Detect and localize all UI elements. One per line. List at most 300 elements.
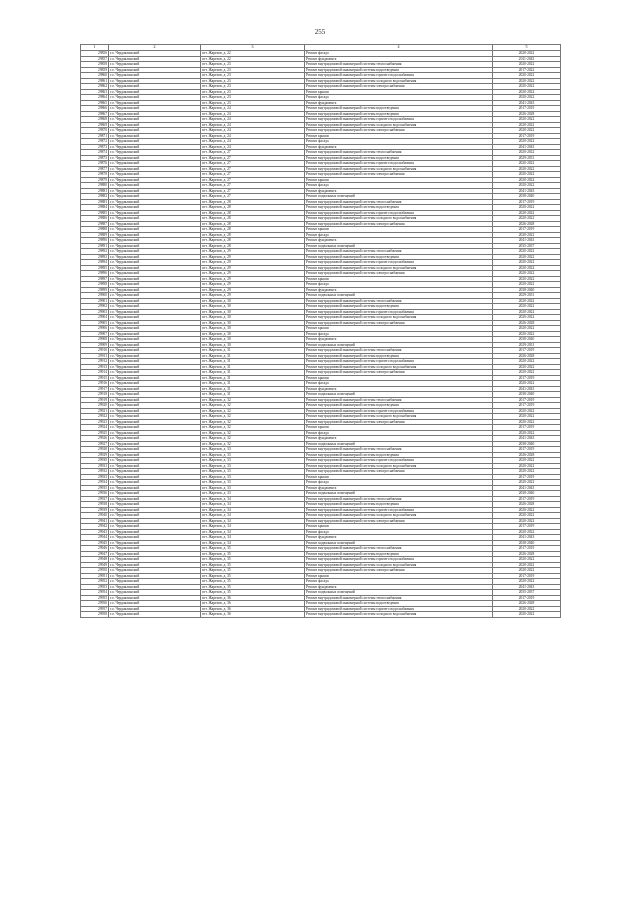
cell-municipality: г.о. Чердаклинский (109, 287, 201, 293)
cell-row-number: 29887 (81, 221, 109, 227)
cell-address: пгт. Жарехов, д. 35 (201, 584, 305, 590)
cell-work-type: Ремонт подвальных помещений (305, 441, 493, 447)
header-cell-row-number: 1 (81, 45, 109, 51)
cell-municipality: г.о. Чердаклинский (109, 243, 201, 249)
cell-work-type: Ремонт крыши (305, 177, 493, 183)
cell-municipality: г.о. Чердаклинский (109, 540, 201, 546)
cell-row-number: 29929 (81, 452, 109, 458)
cell-address: пгт. Жарехов, д. 34 (201, 518, 305, 524)
cell-work-type: Ремонт крыши (305, 89, 493, 95)
cell-municipality: г.о. Чердаклинский (109, 463, 201, 469)
cell-work-type: Ремонт внутридомовой инженерной системы водоотведения (305, 111, 493, 117)
cell-address: пгт. Жарехов, д. 35 (201, 568, 305, 574)
cell-address: пгт. Жарехов, д. 28 (201, 238, 305, 244)
cell-period: 2020-2022 (493, 84, 561, 90)
cell-address: пгт. Жарехов, д. 32 (201, 408, 305, 414)
cell-row-number: 29953 (81, 584, 109, 590)
cell-address: пгт. Жарехов, д. 27 (201, 183, 305, 189)
cell-row-number: 29956 (81, 601, 109, 607)
cell-address: пгт. Жарехов, д. 29 (201, 276, 305, 282)
cell-period: 2017-2019 (493, 403, 561, 409)
cell-work-type: Ремонт внутридомовой инженерной системы электроснабжения (305, 84, 493, 90)
cell-address: пгт. Жарехов, д. 23 (201, 67, 305, 73)
cell-work-type: Ремонт подвальных помещений (305, 194, 493, 200)
cell-municipality: г.о. Чердаклинский (109, 315, 201, 321)
cell-period: 2017-2019 (493, 106, 561, 112)
cell-work-type: Ремонт внутридомовой инженерной системы водоотведения (305, 551, 493, 557)
cell-address: пгт. Жарехов, д. 34 (201, 540, 305, 546)
cell-period: 2026-2028 (493, 221, 561, 227)
cell-address: пгт. Жарехов, д. 27 (201, 172, 305, 178)
cell-work-type: Ремонт фасада (305, 430, 493, 436)
cell-period: 2041-2043 (493, 584, 561, 590)
cell-row-number: 29922 (81, 414, 109, 420)
cell-work-type: Ремонт крыши (305, 425, 493, 431)
cell-row-number: 29919 (81, 397, 109, 403)
cell-work-type: Ремонт внутридомовой инженерной системы горячего водоснабжения (305, 161, 493, 167)
cell-address: пгт. Жарехов, д. 36 (201, 612, 305, 618)
cell-row-number: 29909 (81, 342, 109, 348)
cell-work-type: Ремонт внутридомовой инженерной системы горячего водоснабжения (305, 309, 493, 315)
cell-work-type: Ремонт фундамента (305, 337, 493, 343)
cell-period: 2020-2022 (493, 128, 561, 134)
cell-period: 2020-2022 (493, 606, 561, 612)
cell-period: 2026-2028 (493, 111, 561, 117)
cell-period: 2017-2019 (493, 133, 561, 139)
cell-municipality: г.о. Чердаклинский (109, 436, 201, 442)
cell-work-type: Ремонт внутридомовой инженерной системы водоотведения (305, 403, 493, 409)
cell-row-number: 29870 (81, 128, 109, 134)
cell-period: 2041-2043 (493, 386, 561, 392)
cell-row-number: 29936 (81, 491, 109, 497)
cell-work-type: Ремонт внутридомовой инженерной системы холодного водоснабжения (305, 463, 493, 469)
cell-period: 2020-2022 (493, 326, 561, 332)
cell-municipality: г.о. Чердаклинский (109, 210, 201, 216)
cell-period: 2026-2028 (493, 551, 561, 557)
cell-period: 2020-2022 (493, 480, 561, 486)
cell-period: 2017-2019 (493, 199, 561, 205)
cell-period: 2020-2022 (493, 254, 561, 260)
cell-work-type: Ремонт фасада (305, 282, 493, 288)
cell-work-type: Ремонт внутридомовой инженерной системы горячего водоснабжения (305, 260, 493, 266)
cell-row-number: 29943 (81, 529, 109, 535)
cell-row-number: 29932 (81, 469, 109, 475)
cell-row-number: 29884 (81, 205, 109, 211)
cell-municipality: г.о. Чердаклинский (109, 238, 201, 244)
cell-period: 2029-2031 (493, 155, 561, 161)
cell-row-number: 29935 (81, 485, 109, 491)
cell-address: пгт. Жарехов, д. 32 (201, 441, 305, 447)
cell-address: пгт. Жарехов, д. 30 (201, 304, 305, 310)
cell-municipality: г.о. Чердаклинский (109, 568, 201, 574)
cell-period: 2020-2022 (493, 579, 561, 585)
cell-address: пгт. Жарехов, д. 30 (201, 337, 305, 343)
cell-municipality: г.о. Чердаклинский (109, 359, 201, 365)
cell-address: пгт. Жарехов, д. 28 (201, 227, 305, 233)
cell-address: пгт. Жарехов, д. 32 (201, 397, 305, 403)
cell-municipality: г.о. Чердаклинский (109, 320, 201, 326)
cell-address: пгт. Жарехов, д. 28 (201, 232, 305, 238)
cell-work-type: Ремонт внутридомовой инженерной системы теплоснабжения (305, 298, 493, 304)
cell-municipality: г.о. Чердаклинский (109, 447, 201, 453)
cell-address: пгт. Жарехов, д. 30 (201, 320, 305, 326)
cell-period: 2020-2022 (493, 469, 561, 475)
cell-work-type: Ремонт внутридомовой инженерной системы водоотведения (305, 254, 493, 260)
cell-row-number: 29906 (81, 326, 109, 332)
cell-address: пгт. Жарехов, д. 31 (201, 381, 305, 387)
cell-municipality: г.о. Чердаклинский (109, 205, 201, 211)
cell-municipality: г.о. Чердаклинский (109, 441, 201, 447)
cell-work-type: Ремонт внутридомовой инженерной системы холодного водоснабжения (305, 612, 493, 618)
cell-municipality: г.о. Чердаклинский (109, 584, 201, 590)
cell-municipality: г.о. Чердаклинский (109, 260, 201, 266)
cell-row-number: 29934 (81, 480, 109, 486)
cell-row-number: 29891 (81, 243, 109, 249)
cell-work-type: Ремонт внутридомовой инженерной системы холодного водоснабжения (305, 562, 493, 568)
cell-period: 2035-2037 (493, 590, 561, 596)
cell-period: 2041-2043 (493, 535, 561, 541)
cell-work-type: Ремонт фундамента (305, 56, 493, 62)
cell-row-number: 29866 (81, 106, 109, 112)
cell-municipality: г.о. Чердаклинский (109, 95, 201, 101)
cell-work-type: Ремонт фундамента (305, 485, 493, 491)
cell-municipality: г.о. Чердаклинский (109, 249, 201, 255)
cell-work-type: Ремонт фундамента (305, 188, 493, 194)
cell-municipality: г.о. Чердаклинский (109, 590, 201, 596)
cell-address: пгт. Жарехов, д. 31 (201, 348, 305, 354)
cell-period: 2020-2022 (493, 315, 561, 321)
header-cell-period: 5 (493, 45, 561, 51)
cell-address: пгт. Жарехов, д. 30 (201, 342, 305, 348)
cell-municipality: г.о. Чердаклинский (109, 172, 201, 178)
cell-municipality: г.о. Чердаклинский (109, 331, 201, 337)
cell-row-number: 29955 (81, 595, 109, 601)
cell-row-number: 29940 (81, 513, 109, 519)
cell-municipality: г.о. Чердаклинский (109, 293, 201, 299)
cell-row-number: 29895 (81, 265, 109, 271)
cell-work-type: Ремонт фундамента (305, 436, 493, 442)
cell-work-type: Ремонт внутридомовой инженерной системы водоотведения (305, 106, 493, 112)
cell-address: пгт. Жарехов, д. 34 (201, 529, 305, 535)
cell-address: пгт. Жарехов, д. 28 (201, 199, 305, 205)
cell-municipality: г.о. Чердаклинский (109, 529, 201, 535)
cell-address: пгт. Жарехов, д. 27 (201, 166, 305, 172)
cell-municipality: г.о. Чердаклинский (109, 326, 201, 332)
cell-period: 2020-2022 (493, 89, 561, 95)
cell-row-number: 29856 (81, 51, 109, 57)
cell-period: 2020-2022 (493, 513, 561, 519)
cell-row-number: 29896 (81, 271, 109, 277)
cell-row-number: 29897 (81, 276, 109, 282)
cell-municipality: г.о. Чердаклинский (109, 232, 201, 238)
cell-period: 2038-2040 (493, 392, 561, 398)
header-cell-work-type: 4 (305, 45, 493, 51)
cell-municipality: г.о. Чердаклинский (109, 161, 201, 167)
cell-row-number: 29928 (81, 447, 109, 453)
cell-work-type: Ремонт подвальных помещений (305, 392, 493, 398)
cell-work-type: Ремонт внутридомовой инженерной системы теплоснабжения (305, 595, 493, 601)
cell-period: 2020-2022 (493, 568, 561, 574)
cell-address: пгт. Жарехов, д. 33 (201, 474, 305, 480)
cell-work-type: Ремонт подвальных помещений (305, 293, 493, 299)
cell-municipality: г.о. Чердаклинский (109, 408, 201, 414)
cell-municipality: г.о. Чердаклинский (109, 56, 201, 62)
cell-work-type: Ремонт крыши (305, 375, 493, 381)
cell-row-number: 29924 (81, 425, 109, 431)
cell-address: пгт. Жарехов, д. 28 (201, 205, 305, 211)
cell-address: пгт. Жарехов, д. 29 (201, 271, 305, 277)
cell-municipality: г.о. Чердаклинский (109, 139, 201, 145)
cell-address: пгт. Жарехов, д. 29 (201, 287, 305, 293)
cell-municipality: г.о. Чердаклинский (109, 155, 201, 161)
cell-municipality: г.о. Чердаклинский (109, 491, 201, 497)
cell-work-type: Ремонт фасада (305, 139, 493, 145)
cell-municipality: г.о. Чердаклинский (109, 375, 201, 381)
cell-address: пгт. Жарехов, д. 24 (201, 111, 305, 117)
cell-period: 2017-2019 (493, 573, 561, 579)
cell-work-type: Ремонт фундамента (305, 100, 493, 106)
cell-period: 2038-2040 (493, 337, 561, 343)
cell-row-number: 29923 (81, 419, 109, 425)
cell-row-number: 29867 (81, 111, 109, 117)
cell-municipality: г.о. Чердаклинский (109, 485, 201, 491)
cell-work-type: Ремонт внутридомовой инженерной системы теплоснабжения (305, 348, 493, 354)
cell-municipality: г.о. Чердаклинский (109, 452, 201, 458)
cell-work-type: Ремонт внутридомовой инженерной системы горячего водоснабжения (305, 458, 493, 464)
cell-address: пгт. Жарехов, д. 33 (201, 447, 305, 453)
cell-row-number: 29918 (81, 392, 109, 398)
cell-work-type: Ремонт внутридомовой инженерной системы электроснабжения (305, 469, 493, 475)
cell-work-type: Ремонт внутридомовой инженерной системы водоотведения (305, 353, 493, 359)
cell-municipality: г.о. Чердаклинский (109, 227, 201, 233)
cell-period: 2017-2019 (493, 496, 561, 502)
cell-work-type: Ремонт фундамента (305, 144, 493, 150)
cell-period: 2020-2022 (493, 271, 561, 277)
cell-work-type: Ремонт внутридомовой инженерной системы холодного водоснабжения (305, 122, 493, 128)
cell-address: пгт. Жарехов, д. 29 (201, 265, 305, 271)
cell-municipality: г.о. Чердаклинский (109, 403, 201, 409)
cell-municipality: г.о. Чердаклинский (109, 62, 201, 68)
cell-row-number: 29913 (81, 364, 109, 370)
cell-period: 2017-2019 (493, 524, 561, 530)
cell-work-type: Ремонт внутридомовой инженерной системы теплоснабжения (305, 150, 493, 156)
cell-row-number: 29938 (81, 502, 109, 508)
cell-work-type: Ремонт фундамента (305, 287, 493, 293)
cell-address: пгт. Жарехов, д. 31 (201, 386, 305, 392)
cell-municipality: г.о. Чердаклинский (109, 199, 201, 205)
cell-period: 2041-2043 (493, 485, 561, 491)
page-number: 255 (314, 28, 326, 36)
cell-period: 2020-2022 (493, 78, 561, 84)
cell-period: 2017-2019 (493, 546, 561, 552)
cell-row-number: 29882 (81, 194, 109, 200)
cell-row-number: 29942 (81, 524, 109, 530)
cell-municipality: г.о. Чердаклинский (109, 282, 201, 288)
cell-period: 2038-2040 (493, 194, 561, 200)
cell-municipality: г.о. Чердаклинский (109, 128, 201, 134)
cell-row-number: 29905 (81, 320, 109, 326)
cell-period: 2020-2022 (493, 73, 561, 79)
cell-period: 2020-2022 (493, 183, 561, 189)
cell-address: пгт. Жарехов, д. 35 (201, 546, 305, 552)
header-cell-municipality: 2 (109, 45, 201, 51)
cell-row-number: 29899 (81, 287, 109, 293)
cell-period: 2035-2037 (493, 243, 561, 249)
cell-work-type: Ремонт внутридомовой инженерной системы электроснабжения (305, 221, 493, 227)
cell-row-number: 29872 (81, 139, 109, 145)
cell-work-type: Ремонт крыши (305, 326, 493, 332)
cell-work-type: Ремонт внутридомовой инженерной системы горячего водоснабжения (305, 606, 493, 612)
cell-period: 2020-2022 (493, 458, 561, 464)
cell-municipality: г.о. Чердаклинский (109, 265, 201, 271)
cell-row-number: 29920 (81, 403, 109, 409)
cell-municipality: г.о. Чердаклинский (109, 397, 201, 403)
cell-period: 2020-2022 (493, 298, 561, 304)
cell-row-number: 29910 (81, 348, 109, 354)
cell-address: пгт. Жарехов, д. 33 (201, 469, 305, 475)
cell-address: пгт. Жарехов, д. 27 (201, 161, 305, 167)
cell-address: пгт. Жарехов, д. 28 (201, 216, 305, 222)
cell-municipality: г.о. Чердаклинский (109, 612, 201, 618)
cell-municipality: г.о. Чердаклинский (109, 271, 201, 277)
cell-period: 2020-2022 (493, 282, 561, 288)
cell-municipality: г.о. Чердаклинский (109, 221, 201, 227)
cell-address: пгт. Жарехов, д. 33 (201, 480, 305, 486)
cell-address: пгт. Жарехов, д. 32 (201, 430, 305, 436)
cell-address: пгт. Жарехов, д. 29 (201, 260, 305, 266)
cell-work-type: Ремонт внутридомовой инженерной системы водоотведения (305, 601, 493, 607)
cell-period: 2017-2019 (493, 447, 561, 453)
cell-address: пгт. Жарехов, д. 23 (201, 95, 305, 101)
cell-period: 2020-2022 (493, 166, 561, 172)
cell-row-number: 29911 (81, 353, 109, 359)
cell-row-number: 29864 (81, 95, 109, 101)
cell-period: 2020-2022 (493, 249, 561, 255)
cell-address: пгт. Жарехов, д. 27 (201, 177, 305, 183)
cell-row-number: 29925 (81, 430, 109, 436)
cell-municipality: г.о. Чердаклинский (109, 458, 201, 464)
cell-work-type: Ремонт крыши (305, 474, 493, 480)
cell-work-type: Ремонт фасада (305, 232, 493, 238)
cell-address: пгт. Жарехов, д. 28 (201, 221, 305, 227)
cell-row-number: 29948 (81, 557, 109, 563)
cell-address: пгт. Жарехов, д. 30 (201, 326, 305, 332)
cell-work-type: Ремонт крыши (305, 573, 493, 579)
cell-row-number: 29861 (81, 78, 109, 84)
cell-period: 2020-2022 (493, 364, 561, 370)
cell-work-type: Ремонт внутридомовой инженерной системы холодного водоснабжения (305, 78, 493, 84)
cell-row-number: 29954 (81, 590, 109, 596)
cell-period: 2017-2019 (493, 474, 561, 480)
cell-work-type: Ремонт внутридомовой инженерной системы горячего водоснабжения (305, 73, 493, 79)
cell-address: пгт. Жарехов, д. 29 (201, 282, 305, 288)
cell-period: 2038-2040 (493, 540, 561, 546)
cell-period: 2020-2022 (493, 518, 561, 524)
cell-work-type: Ремонт внутридомовой инженерной системы электроснабжения (305, 568, 493, 574)
cell-address: пгт. Жарехов, д. 29 (201, 249, 305, 255)
cell-work-type: Ремонт фасада (305, 95, 493, 101)
cell-work-type: Ремонт внутридомовой инженерной системы электроснабжения (305, 172, 493, 178)
cell-municipality: г.о. Чердаклинский (109, 194, 201, 200)
cell-work-type: Ремонт фасада (305, 480, 493, 486)
cell-municipality: г.о. Чердаклинский (109, 606, 201, 612)
cell-work-type: Ремонт внутридомовой инженерной системы холодного водоснабжения (305, 166, 493, 172)
cell-row-number: 29871 (81, 133, 109, 139)
cell-row-number: 29883 (81, 199, 109, 205)
cell-address: пгт. Жарехов, д. 35 (201, 562, 305, 568)
cell-address: пгт. Жарехов, д. 23 (201, 100, 305, 106)
cell-row-number: 29933 (81, 474, 109, 480)
cell-row-number: 29890 (81, 238, 109, 244)
cell-address: пгт. Жарехов, д. 32 (201, 425, 305, 431)
cell-work-type: Ремонт внутридомовой инженерной системы теплоснабжения (305, 397, 493, 403)
cell-address: пгт. Жарехов, д. 34 (201, 507, 305, 513)
cell-address: пгт. Жарехов, д. 24 (201, 133, 305, 139)
cell-row-number: 29950 (81, 568, 109, 574)
cell-municipality: г.о. Чердаклинский (109, 430, 201, 436)
cell-address: пгт. Жарехов, д. 32 (201, 403, 305, 409)
cell-address: пгт. Жарехов, д. 29 (201, 254, 305, 260)
cell-period: 2020-2022 (493, 139, 561, 145)
cell-address: пгт. Жарехов, д. 28 (201, 243, 305, 249)
cell-period: 2020-2022 (493, 95, 561, 101)
cell-work-type: Ремонт внутридомовой инженерной системы горячего водоснабжения (305, 210, 493, 216)
cell-address: пгт. Жарехов, д. 27 (201, 188, 305, 194)
cell-municipality: г.о. Чердаклинский (109, 562, 201, 568)
cell-municipality: г.о. Чердаклинский (109, 364, 201, 370)
cell-address: пгт. Жарехов, д. 24 (201, 144, 305, 150)
cell-address: пгт. Жарехов, д. 23 (201, 89, 305, 95)
cell-municipality: г.о. Чердаклинский (109, 507, 201, 513)
cell-municipality: г.о. Чердаклинский (109, 546, 201, 552)
cell-period: 2017-2019 (493, 227, 561, 233)
cell-address: пгт. Жарехов, д. 33 (201, 458, 305, 464)
cell-row-number: 29876 (81, 161, 109, 167)
cell-period: 2020-2022 (493, 205, 561, 211)
cell-row-number: 29874 (81, 150, 109, 156)
cell-row-number: 29937 (81, 496, 109, 502)
cell-period: 2020-2022 (493, 419, 561, 425)
cell-address: пгт. Жарехов, д. 34 (201, 513, 305, 519)
cell-work-type: Ремонт внутридомовой инженерной системы холодного водоснабжения (305, 315, 493, 321)
cell-period: 2020-2022 (493, 612, 561, 618)
cell-address: пгт. Жарехов, д. 31 (201, 392, 305, 398)
cell-municipality: г.о. Чердаклинский (109, 513, 201, 519)
cell-work-type: Ремонт внутридомовой инженерной системы теплоснабжения (305, 546, 493, 552)
cell-row-number: 29917 (81, 386, 109, 392)
cell-address: пгт. Жарехов, д. 36 (201, 595, 305, 601)
cell-address: пгт. Жарехов, д. 35 (201, 573, 305, 579)
repair-schedule-table (80, 44, 561, 618)
cell-address: пгт. Жарехов, д. 23 (201, 84, 305, 90)
cell-address: пгт. Жарехов, д. 36 (201, 606, 305, 612)
cell-row-number: 29865 (81, 100, 109, 106)
cell-period: 2020-2022 (493, 161, 561, 167)
cell-period: 2029-2031 (493, 342, 561, 348)
cell-period: 2017-2019 (493, 425, 561, 431)
cell-period: 2026-2028 (493, 601, 561, 607)
cell-address: пгт. Жарехов, д. 31 (201, 353, 305, 359)
cell-row-number: 29869 (81, 122, 109, 128)
cell-municipality: г.о. Чердаклинский (109, 557, 201, 563)
cell-work-type: Ремонт фасада (305, 579, 493, 585)
cell-municipality: г.о. Чердаклинский (109, 601, 201, 607)
cell-address: пгт. Жарехов, д. 27 (201, 150, 305, 156)
cell-municipality: г.о. Чердаклинский (109, 276, 201, 282)
cell-row-number: 29907 (81, 331, 109, 337)
cell-address: пгт. Жарехов, д. 35 (201, 557, 305, 563)
cell-municipality: г.о. Чердаклинский (109, 144, 201, 150)
